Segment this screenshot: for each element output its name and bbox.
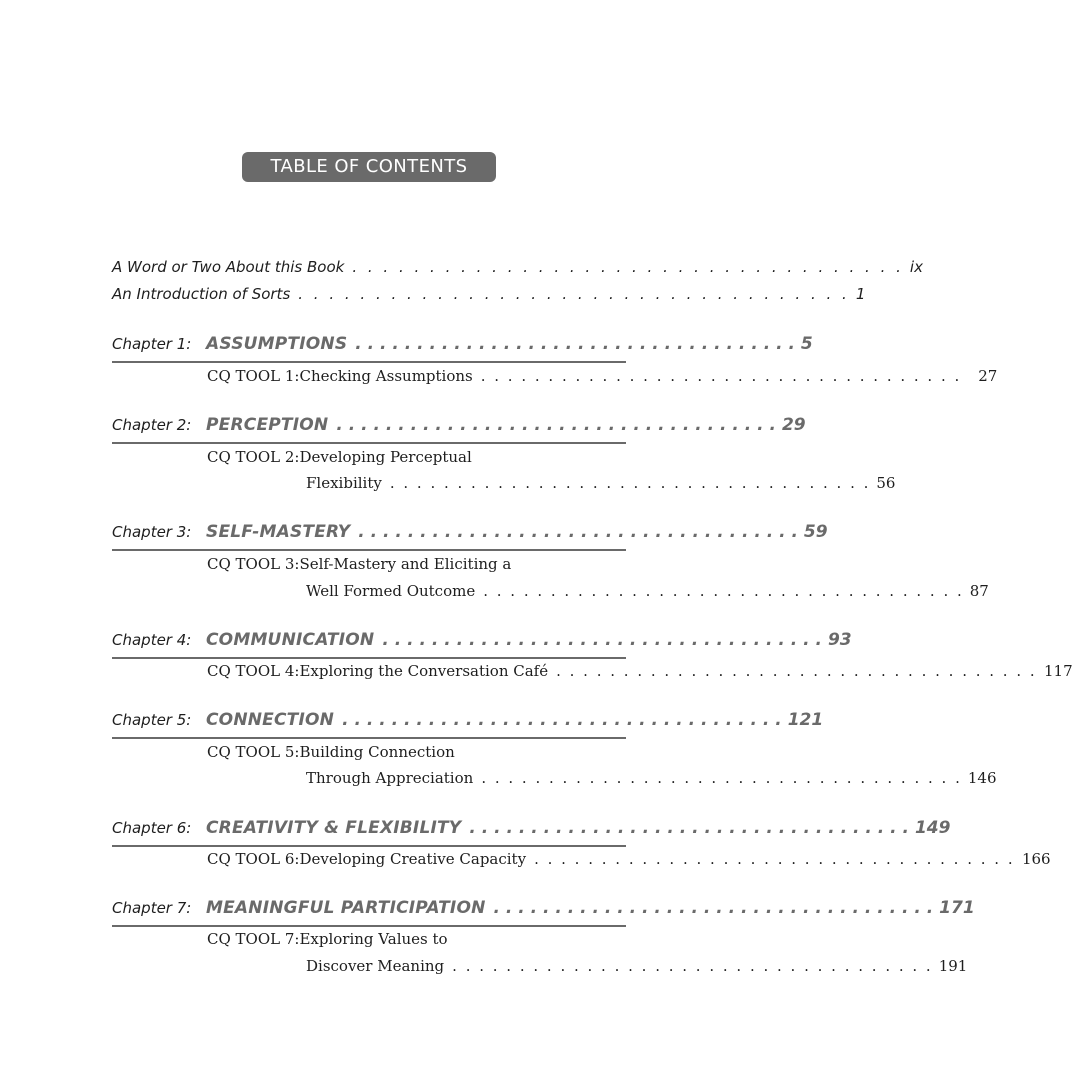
- chapter-label: Chapter 1:: [112, 335, 192, 353]
- leader-dots: . . . . . . . . . . . . . . . . . . . . . . . . . . . . . . . . . . . .: [382, 630, 822, 650]
- cq-tool-3-continuation[interactable]: [306, 582, 989, 606]
- chapter-6-entry[interactable]: [112, 818, 951, 842]
- front-page: ix: [909, 258, 923, 276]
- cq-tool-7-entry[interactable]: [207, 930, 626, 954]
- tool-title-continued: Through Appreciation: [306, 769, 474, 787]
- front-title: A Word or Two About this Book: [112, 258, 345, 276]
- chapter-title: SELF-MASTERY: [206, 522, 351, 542]
- chapter-label: Chapter 7:: [112, 899, 192, 917]
- chapter-4-entry[interactable]: [112, 630, 852, 654]
- leader-dots: . . . . . . . . . . . . . . . . . . . . . . . . . . . . . . . . . . . .: [556, 662, 1037, 680]
- chapter-page: 29: [781, 415, 806, 435]
- cq-tool-4-entry[interactable]: [207, 662, 1073, 686]
- chapter-title: CREATIVITY & FLEXIBILITY: [206, 818, 462, 838]
- cq-tool-7-continuation[interactable]: [306, 957, 968, 981]
- tool-label: CQ TOOL 4:: [207, 662, 300, 680]
- chapter-divider: [112, 845, 626, 847]
- leader-dots: . . . . . . . . . . . . . . . . . . . . . . . . . . . . . . . . . . . .: [358, 522, 798, 542]
- chapter-label: Chapter 6:: [112, 819, 192, 837]
- toc-heading: TABLE OF CONTENTS: [242, 152, 496, 182]
- tool-title-continued: Well Formed Outcome: [306, 582, 476, 600]
- leader-dots: . . . . . . . . . . . . . . . . . . . . . . . . . . . . . . . . . . . .: [481, 769, 962, 787]
- leader-dots: . . . . . . . . . . . . . . . . . . . . . . . . . . . . . . . . . . . .: [469, 818, 909, 838]
- leader-dots: . . . . . . . . . . . . . . . . . . . . . . . . . . . . . . . . . . . .: [389, 474, 871, 492]
- tool-page: 166: [1021, 850, 1051, 868]
- tool-title: Self-Mastery and Eliciting a: [299, 555, 512, 573]
- tool-page: 56: [876, 474, 896, 492]
- tool-label: CQ TOOL 1:: [207, 367, 300, 385]
- tool-title: Developing Creative Capacity: [299, 850, 527, 868]
- tool-page: 146: [967, 769, 997, 787]
- tool-page: 117: [1044, 662, 1073, 680]
- tool-title-continued: Flexibility: [306, 474, 382, 492]
- chapter-divider: [112, 361, 626, 363]
- chapter-label: Chapter 5:: [112, 711, 192, 729]
- chapter-title: ASSUMPTIONS: [206, 334, 348, 354]
- chapter-title: MEANINGFUL PARTICIPATION: [206, 898, 486, 918]
- cq-tool-2-entry[interactable]: [207, 448, 626, 472]
- leader-dots: . . . . . . . . . . . . . . . . . . . . . . . . . . . . . . . . . . . .: [352, 258, 904, 276]
- chapter-3-entry[interactable]: [112, 522, 828, 546]
- tool-label: CQ TOOL 3:: [207, 555, 300, 573]
- cq-tool-6-entry[interactable]: [207, 850, 1051, 874]
- cq-tool-2-continuation[interactable]: [306, 474, 896, 498]
- tool-page: 87: [969, 582, 989, 600]
- chapter-label: Chapter 2:: [112, 416, 192, 434]
- tool-label: CQ TOOL 5:: [207, 743, 300, 761]
- chapter-1-entry[interactable]: [112, 334, 813, 358]
- tool-title: Exploring Values to: [299, 930, 448, 948]
- chapter-label: Chapter 3:: [112, 523, 192, 541]
- chapter-5-entry[interactable]: [112, 710, 824, 734]
- tool-title: Exploring the Conversation Café: [299, 662, 549, 680]
- chapter-7-entry[interactable]: [112, 898, 975, 922]
- tool-title: Developing Perceptual: [299, 448, 472, 466]
- chapter-title: CONNECTION: [206, 710, 335, 730]
- cq-tool-5-entry[interactable]: [207, 743, 626, 767]
- chapter-2-entry[interactable]: [112, 415, 806, 439]
- chapter-title: COMMUNICATION: [206, 630, 375, 650]
- tool-page: 27: [978, 367, 998, 385]
- chapter-divider: [112, 657, 626, 659]
- cq-tool-5-continuation[interactable]: [306, 769, 997, 793]
- tool-page: 191: [938, 957, 968, 975]
- front-entry-intro[interactable]: [112, 285, 866, 309]
- chapter-label: Chapter 4:: [112, 631, 192, 649]
- front-title: An Introduction of Sorts: [112, 285, 291, 303]
- leader-dots: . . . . . . . . . . . . . . . . . . . . . . . . . . . . . . . . . . . .: [298, 285, 850, 303]
- leader-dots: . . . . . . . . . . . . . . . . . . . . . . . . . . . . . . . . . . . .: [355, 334, 795, 354]
- cq-tool-1-entry[interactable]: [207, 367, 998, 391]
- chapter-page: 93: [827, 630, 852, 650]
- front-entry-word[interactable]: [112, 258, 923, 282]
- leader-dots: . . . . . . . . . . . . . . . . . . . . . . . . . . . . . . . . . . . .: [342, 710, 782, 730]
- chapter-page: 5: [800, 334, 813, 354]
- chapter-page: 171: [939, 898, 975, 918]
- leader-dots: . . . . . . . . . . . . . . . . . . . . . . . . . . . . . . . . . . . .: [534, 850, 1015, 868]
- chapter-page: 59: [803, 522, 828, 542]
- chapter-title: PERCEPTION: [206, 415, 329, 435]
- front-page: 1: [855, 285, 866, 303]
- chapter-divider: [112, 925, 626, 927]
- tool-title-continued: Discover Meaning: [306, 957, 445, 975]
- leader-dots: . . . . . . . . . . . . . . . . . . . . . . . . . . . . . . . . . . . .: [480, 367, 962, 385]
- cq-tool-3-entry[interactable]: [207, 555, 626, 579]
- leader-dots: . . . . . . . . . . . . . . . . . . . . . . . . . . . . . . . . . . . .: [452, 957, 933, 975]
- leader-dots: . . . . . . . . . . . . . . . . . . . . . . . . . . . . . . . . . . . .: [336, 415, 776, 435]
- tool-label: CQ TOOL 7:: [207, 930, 300, 948]
- leader-dots: . . . . . . . . . . . . . . . . . . . . . . . . . . . . . . . . . . . .: [483, 582, 964, 600]
- tool-title: Checking Assumptions: [299, 367, 473, 385]
- chapter-page: 121: [787, 710, 824, 730]
- chapter-divider: [112, 549, 626, 551]
- chapter-divider: [112, 442, 626, 444]
- tool-label: CQ TOOL 2:: [207, 448, 300, 466]
- leader-dots: . . . . . . . . . . . . . . . . . . . . . . . . . . . . . . . . . . . .: [493, 898, 934, 918]
- tool-label: CQ TOOL 6:: [207, 850, 300, 868]
- tool-title: Building Connection: [299, 743, 455, 761]
- chapter-divider: [112, 737, 626, 739]
- chapter-page: 149: [914, 818, 951, 838]
